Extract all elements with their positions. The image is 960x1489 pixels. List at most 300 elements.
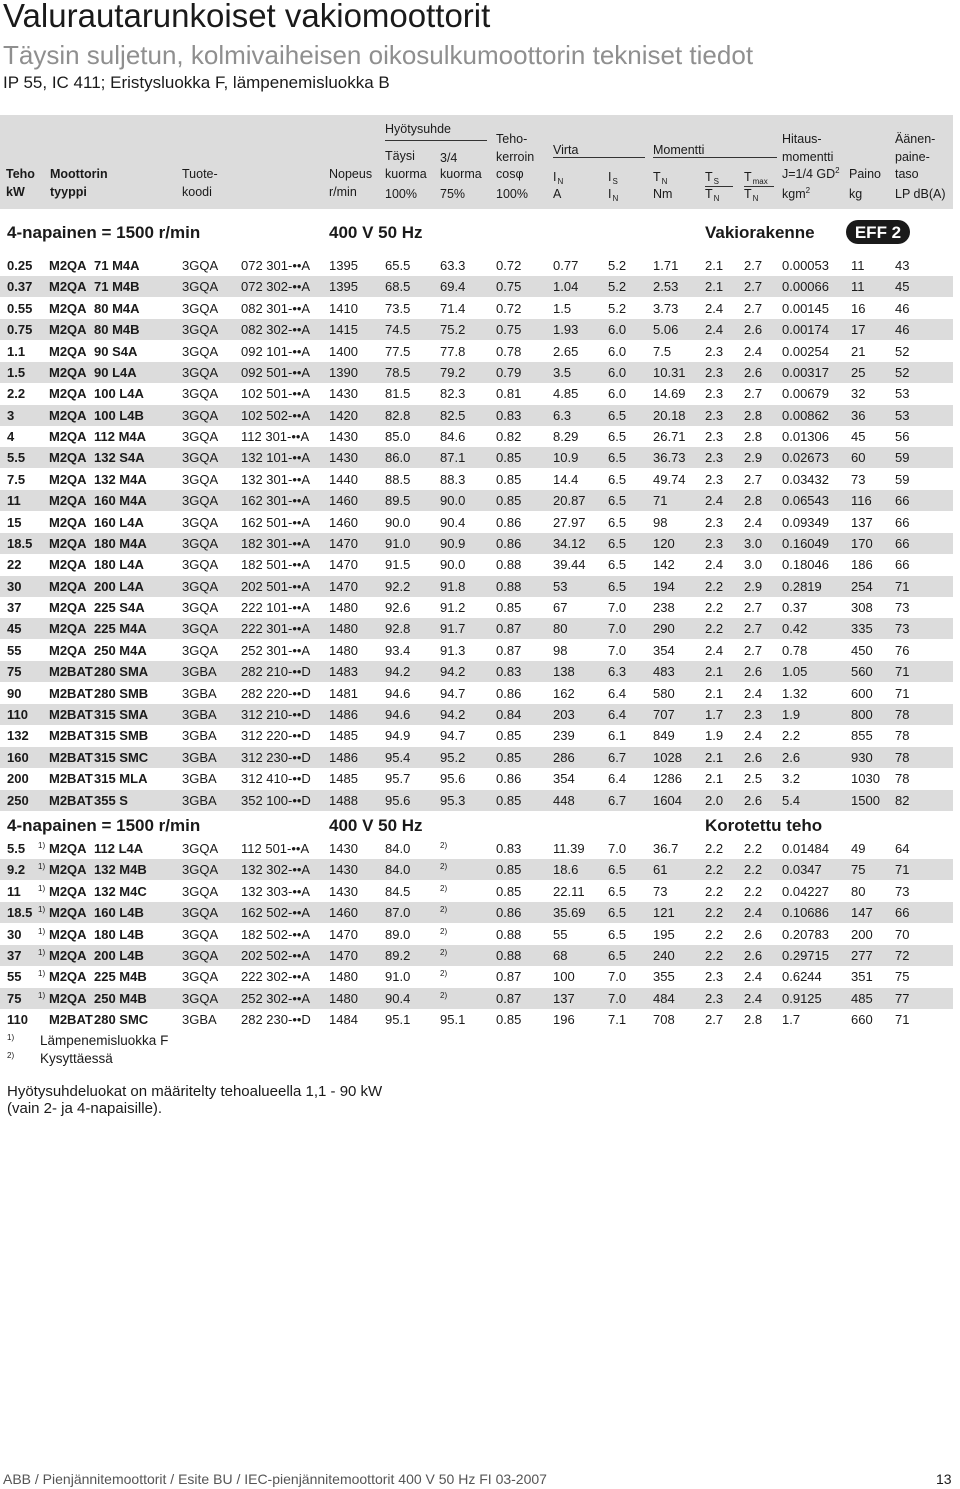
cell-product-code: 162 502-••A bbox=[241, 905, 311, 921]
cell-type: 200 L4A bbox=[94, 578, 144, 594]
cell-eff-75: 91.3 bbox=[440, 642, 466, 658]
cell-eff-100: 89.2 bbox=[385, 947, 411, 963]
cell-teho: 0.75 bbox=[7, 322, 33, 338]
cell-tn: 240 bbox=[653, 947, 675, 963]
cell-tn: 483 bbox=[653, 664, 675, 680]
cell-weight: 660 bbox=[851, 1012, 873, 1028]
section-design: Vakiorakenne bbox=[705, 223, 815, 242]
cell-eff-100: 90.0 bbox=[385, 514, 411, 530]
header-100b: 100% bbox=[496, 187, 528, 201]
cell-speed: 1483 bbox=[329, 664, 358, 680]
cell-teho: 1.5 bbox=[7, 364, 26, 380]
cell-eff-100: 94.6 bbox=[385, 706, 411, 722]
cell-sound: 59 bbox=[895, 450, 910, 466]
cell-type: 200 L4B bbox=[94, 947, 144, 963]
footnote-mark: 2) bbox=[440, 862, 448, 872]
cell-cosphi: 0.86 bbox=[496, 514, 522, 530]
cell-tn: 355 bbox=[653, 969, 675, 985]
cell-eff-75: 91.7 bbox=[440, 621, 466, 637]
cell-cosphi: 0.85 bbox=[496, 450, 522, 466]
cell-teho: 75 bbox=[7, 664, 22, 680]
cell-ts-tn: 2.3 bbox=[705, 514, 724, 530]
header-kg: kg bbox=[849, 187, 863, 201]
cell-tmax-tn: 2.6 bbox=[744, 749, 763, 765]
cell-inertia: 0.29715 bbox=[782, 947, 829, 963]
cell-product-code: 102 501-••A bbox=[241, 386, 311, 402]
cell-weight: 116 bbox=[851, 493, 872, 509]
cell-product-family: 3GBA bbox=[182, 771, 217, 787]
cell-eff-100: 86.0 bbox=[385, 450, 411, 466]
cell-sound: 66 bbox=[895, 514, 910, 530]
cell-type: 132 M4C bbox=[94, 883, 147, 899]
cell-cosphi: 0.88 bbox=[496, 557, 522, 573]
cell-sound: 73 bbox=[895, 621, 910, 637]
header-100: 100% bbox=[385, 187, 417, 201]
cell-weight: 11 bbox=[851, 258, 865, 273]
cell-weight: 1030 bbox=[851, 771, 880, 787]
cell-sound: 77 bbox=[895, 990, 910, 1006]
header-kgm: kgm$^2$ bbox=[782, 186, 811, 201]
cell-in: 1.04 bbox=[553, 279, 579, 295]
cell-in: 196 bbox=[553, 1012, 575, 1028]
cell-product-family: 3GQA bbox=[182, 407, 219, 423]
header-moottorin: Moottorin bbox=[50, 167, 108, 181]
cell-type: 315 SMB bbox=[94, 728, 149, 744]
header-a: A bbox=[553, 187, 562, 201]
cell-cosphi: 0.81 bbox=[496, 386, 522, 402]
cell-tn: 290 bbox=[653, 621, 675, 637]
cell-series: M2BAT bbox=[49, 792, 93, 808]
cell-in: 10.9 bbox=[553, 450, 579, 466]
cell-is-in: 6.0 bbox=[608, 386, 627, 402]
cell-teho: 250 bbox=[7, 792, 29, 808]
cell-cosphi: 0.87 bbox=[496, 990, 522, 1006]
cell-product-code: 132 302-••A bbox=[241, 862, 311, 878]
cell-product-code: 312 410-••D bbox=[241, 771, 311, 787]
cell-product-family: 3GQA bbox=[182, 471, 219, 487]
cell-teho: 75 bbox=[7, 990, 22, 1006]
cell-teho: 160 bbox=[7, 749, 29, 765]
cell-cosphi: 0.83 bbox=[496, 841, 522, 856]
cell-sound: 78 bbox=[895, 771, 910, 787]
cell-product-family: 3GQA bbox=[182, 557, 219, 573]
header-virta: Virta bbox=[553, 143, 579, 157]
cell-series: M2QA bbox=[49, 364, 87, 380]
header-koodi: koodi bbox=[182, 185, 212, 199]
cell-sound: 53 bbox=[895, 407, 910, 423]
cell-product-family: 3GBA bbox=[182, 1012, 217, 1028]
cell-speed: 1460 bbox=[329, 493, 358, 509]
cell-weight: 45 bbox=[851, 429, 866, 445]
cell-tmax-tn: 2.4 bbox=[744, 969, 763, 985]
cell-is-in: 5.2 bbox=[608, 258, 627, 273]
cell-product-code: 092 101-••A bbox=[241, 343, 311, 359]
cell-speed: 1488 bbox=[329, 792, 358, 808]
cell-inertia: 0.00066 bbox=[782, 279, 829, 295]
header-is-den: $I_N$ bbox=[608, 187, 619, 203]
cell-teho: 18.5 bbox=[7, 905, 33, 921]
cell-in: 55 bbox=[553, 926, 568, 942]
cell-product-code: 182 502-••A bbox=[241, 926, 311, 942]
cell-in: 100 bbox=[553, 969, 575, 985]
table-row bbox=[0, 945, 953, 966]
table-row bbox=[0, 661, 953, 682]
cell-eff-75: 71.4 bbox=[440, 300, 466, 316]
cell-is-in: 6.1 bbox=[608, 728, 627, 744]
cell-product-family: 3GQA bbox=[182, 947, 219, 963]
cell-tmax-tn: 2.6 bbox=[744, 322, 763, 338]
cell-product-code: 102 502-••A bbox=[241, 407, 311, 423]
cell-weight: 800 bbox=[851, 706, 873, 722]
cell-eff-100: 95.1 bbox=[385, 1012, 411, 1028]
cell-eff-75: 63.3 bbox=[440, 258, 466, 273]
cell-teho: 11 bbox=[7, 883, 21, 899]
cell-ts-tn: 2.4 bbox=[705, 642, 724, 658]
cell-series: M2QA bbox=[49, 621, 87, 637]
cell-cosphi: 0.85 bbox=[496, 728, 522, 744]
cell-type: 100 L4A bbox=[94, 386, 144, 402]
cell-ts-tn: 2.2 bbox=[705, 862, 724, 878]
cell-type: 225 S4A bbox=[94, 600, 145, 616]
cell-series: M2BAT bbox=[49, 685, 93, 701]
cell-speed: 1440 bbox=[329, 471, 358, 487]
cell-teho: 22 bbox=[7, 557, 22, 573]
cell-weight: 32 bbox=[851, 386, 866, 402]
table-row bbox=[0, 683, 953, 704]
footnote-mark: 1) bbox=[38, 841, 46, 850]
cell-sound: 73 bbox=[895, 600, 910, 616]
cell-tmax-tn: 2.4 bbox=[744, 685, 763, 701]
cell-tmax-tn: 2.8 bbox=[744, 407, 763, 423]
cell-eff-100: 89.5 bbox=[385, 493, 411, 509]
cell-eff-100: 85.0 bbox=[385, 429, 411, 445]
cell-product-family: 3GQA bbox=[182, 493, 219, 509]
cell-eff-75: 94.2 bbox=[440, 664, 466, 680]
cell-tmax-tn: 2.7 bbox=[744, 642, 763, 658]
cell-sound: 70 bbox=[895, 926, 910, 942]
cell-eff-100: 65.5 bbox=[385, 258, 411, 273]
cell-speed: 1470 bbox=[329, 557, 358, 573]
header-3-4: 3/4 bbox=[440, 151, 458, 165]
cell-tn: 3.73 bbox=[653, 300, 679, 316]
header-tmax-den: $T_N$ bbox=[744, 187, 759, 203]
cell-ts-tn: 2.2 bbox=[705, 926, 724, 942]
cell-inertia: 1.7 bbox=[782, 1012, 801, 1028]
cell-is-in: 7.0 bbox=[608, 642, 627, 658]
protection-class-line: IP 55, IC 411; Eristysluokka F, lämpenemisluokka B bbox=[3, 73, 390, 92]
cell-cosphi: 0.88 bbox=[496, 578, 522, 594]
cell-ts-tn: 2.4 bbox=[705, 322, 724, 338]
cell-ts-tn: 2.3 bbox=[705, 386, 724, 402]
cell-series: M2QA bbox=[49, 969, 87, 985]
cell-teho: 1.1 bbox=[7, 343, 26, 359]
cell-teho: 7.5 bbox=[7, 471, 26, 487]
cell-inertia: 0.02673 bbox=[782, 450, 829, 466]
cell-speed: 1480 bbox=[329, 621, 358, 637]
table-row bbox=[0, 747, 953, 768]
cell-series: M2QA bbox=[49, 322, 87, 338]
header-taysi: Täysi bbox=[385, 149, 415, 163]
cell-ts-tn: 2.4 bbox=[705, 557, 724, 573]
cell-in: 354 bbox=[553, 771, 575, 787]
cell-ts-tn: 2.1 bbox=[705, 771, 724, 787]
cell-sound: 71 bbox=[895, 664, 910, 680]
cell-eff-100: 77.5 bbox=[385, 343, 411, 359]
cell-product-family: 3GBA bbox=[182, 728, 217, 744]
cell-speed: 1480 bbox=[329, 642, 358, 658]
cell-ts-tn: 2.3 bbox=[705, 990, 724, 1006]
cell-cosphi: 0.85 bbox=[496, 600, 522, 616]
cell-series: M2QA bbox=[49, 557, 87, 573]
cell-tmax-tn: 2.2 bbox=[744, 841, 763, 856]
cell-product-family: 3GBA bbox=[182, 685, 217, 701]
cell-product-family: 3GQA bbox=[182, 642, 219, 658]
cell-inertia: 0.9125 bbox=[782, 990, 822, 1006]
cell-cosphi: 0.87 bbox=[496, 642, 522, 658]
table-row bbox=[0, 597, 953, 618]
cell-ts-tn: 2.0 bbox=[705, 792, 724, 808]
cell-eff-75: 90.9 bbox=[440, 535, 466, 551]
cell-eff-75: 95.2 bbox=[440, 749, 466, 765]
table-row bbox=[0, 447, 953, 468]
footnote-mark: 1) bbox=[38, 969, 46, 979]
header-nm: Nm bbox=[653, 187, 673, 201]
cell-is-in: 6.0 bbox=[608, 343, 627, 359]
cell-type: 280 SMB bbox=[94, 685, 149, 701]
momentti-rule bbox=[653, 157, 777, 158]
cell-weight: 200 bbox=[851, 926, 873, 942]
cell-is-in: 5.2 bbox=[608, 300, 627, 316]
cell-tn: 26.71 bbox=[653, 429, 686, 445]
cell-sound: 78 bbox=[895, 749, 910, 765]
cell-eff-75: 87.1 bbox=[440, 450, 466, 466]
table-row bbox=[0, 988, 953, 1009]
cell-product-code: 082 302-••A bbox=[241, 322, 311, 338]
cell-tn: 707 bbox=[653, 706, 675, 722]
cell-is-in: 6.4 bbox=[608, 771, 627, 787]
cell-tn: 484 bbox=[653, 990, 675, 1006]
header-kw: kW bbox=[6, 185, 25, 199]
cell-is-in: 7.1 bbox=[608, 1012, 627, 1028]
cell-tmax-tn: 2.6 bbox=[744, 947, 763, 963]
cell-tmax-tn: 2.2 bbox=[744, 862, 763, 878]
cell-cosphi: 0.85 bbox=[496, 1012, 522, 1028]
header-paine: paine- bbox=[895, 150, 930, 164]
cell-sound: 56 bbox=[895, 429, 910, 445]
cell-type: 315 SMC bbox=[94, 749, 149, 765]
cell-weight: 335 bbox=[851, 621, 873, 637]
cell-tmax-tn: 2.6 bbox=[744, 926, 763, 942]
cell-tmax-tn: 2.7 bbox=[744, 258, 763, 273]
cell-teho: 30 bbox=[7, 926, 22, 942]
cell-tn: 1604 bbox=[653, 792, 682, 808]
cell-speed: 1480 bbox=[329, 600, 358, 616]
cell-speed: 1485 bbox=[329, 728, 358, 744]
cell-ts-tn: 2.1 bbox=[705, 664, 724, 680]
table-row bbox=[0, 405, 953, 426]
table-row bbox=[0, 469, 953, 490]
cell-speed: 1480 bbox=[329, 969, 358, 985]
cell-eff-100: 88.5 bbox=[385, 471, 411, 487]
cell-series: M2QA bbox=[49, 493, 87, 509]
cell-teho: 9.2 bbox=[7, 862, 26, 878]
cell-is-in: 6.5 bbox=[608, 883, 627, 899]
footnote-mark: 1) bbox=[38, 947, 46, 957]
table-row bbox=[0, 298, 953, 319]
cell-eff-75: 94.7 bbox=[440, 728, 466, 744]
cell-teho: 37 bbox=[7, 600, 22, 616]
cell-eff-100: 95.7 bbox=[385, 771, 411, 787]
cell-teho: 5.5 bbox=[7, 450, 26, 466]
cell-tmax-tn: 2.7 bbox=[744, 300, 763, 316]
page-subtitle: Täysin suljetun, kolmivaiheisen oikosulkumoottorin tekniset tiedot bbox=[3, 40, 754, 70]
cell-eff-75: 94.7 bbox=[440, 685, 466, 701]
cell-teho: 11 bbox=[7, 493, 21, 509]
cell-eff-75: 91.2 bbox=[440, 600, 466, 616]
page-number: 13 bbox=[936, 1471, 952, 1487]
cell-product-code: 182 301-••A bbox=[241, 535, 311, 551]
cell-teho: 200 bbox=[7, 771, 29, 787]
cell-type: 180 M4A bbox=[94, 535, 147, 551]
cell-in: 68 bbox=[553, 947, 568, 963]
header-hitaus: Hitaus- bbox=[782, 132, 822, 146]
cell-series: M2BAT bbox=[49, 728, 93, 744]
cell-product-code: 182 501-••A bbox=[241, 557, 311, 573]
cell-teho: 45 bbox=[7, 621, 22, 637]
table-row bbox=[0, 924, 953, 945]
efficiency-note-line-2: (vain 2- ja 4-napaisille). bbox=[7, 1100, 163, 1117]
cell-is-in: 6.5 bbox=[608, 429, 627, 445]
cell-ts-tn: 2.2 bbox=[705, 883, 724, 899]
cell-tmax-tn: 2.4 bbox=[744, 990, 763, 1006]
section-voltage: 400 V 50 Hz bbox=[329, 223, 423, 242]
cell-tn: 49.74 bbox=[653, 471, 686, 487]
cell-tmax-tn: 2.9 bbox=[744, 450, 763, 466]
cell-speed: 1486 bbox=[329, 749, 358, 765]
cell-speed: 1484 bbox=[329, 1012, 358, 1028]
cell-is-in: 6.5 bbox=[608, 471, 627, 487]
cell-sound: 72 bbox=[895, 947, 910, 963]
cell-product-code: 112 301-••A bbox=[241, 429, 310, 445]
cell-product-family: 3GBA bbox=[182, 749, 217, 765]
cell-teho: 0.25 bbox=[7, 258, 33, 273]
cell-inertia: 5.4 bbox=[782, 792, 801, 808]
cell-series: M2QA bbox=[49, 429, 87, 445]
cell-product-code: 072 301-••A bbox=[241, 258, 311, 273]
header-aanen: Äänen- bbox=[895, 132, 936, 146]
cell-tmax-tn: 2.8 bbox=[744, 493, 763, 509]
cell-weight: 485 bbox=[851, 990, 873, 1006]
table-row bbox=[0, 490, 953, 511]
cell-is-in: 6.4 bbox=[608, 685, 627, 701]
cell-product-family: 3GQA bbox=[182, 343, 219, 359]
cell-speed: 1430 bbox=[329, 450, 358, 466]
cell-series: M2QA bbox=[49, 279, 87, 295]
cell-weight: 1500 bbox=[851, 792, 880, 808]
cell-type: 280 SMC bbox=[94, 1012, 149, 1028]
cell-in: 286 bbox=[553, 749, 575, 765]
cell-eff-100: 78.5 bbox=[385, 364, 411, 380]
virta-rule bbox=[553, 157, 645, 158]
cell-is-in: 6.0 bbox=[608, 364, 627, 380]
cell-type: 160 M4A bbox=[94, 493, 147, 509]
header-cosphi: cosφ bbox=[496, 167, 524, 181]
cell-cosphi: 0.72 bbox=[496, 300, 522, 316]
cell-series: M2QA bbox=[49, 535, 87, 551]
cell-in: 11.39 bbox=[553, 841, 585, 856]
cell-in: 80 bbox=[553, 621, 568, 637]
cell-sound: 66 bbox=[895, 493, 910, 509]
cell-in: 3.5 bbox=[553, 364, 572, 380]
cell-cosphi: 0.85 bbox=[496, 792, 522, 808]
cell-eff-75: 95.3 bbox=[440, 792, 466, 808]
cell-product-family: 3GQA bbox=[182, 841, 219, 856]
cell-product-code: 082 301-••A bbox=[241, 300, 311, 316]
cell-tn: 20.18 bbox=[653, 407, 686, 423]
cell-product-code: 132 303-••A bbox=[241, 883, 311, 899]
cell-tmax-tn: 2.7 bbox=[744, 279, 763, 295]
cell-inertia: 1.9 bbox=[782, 706, 801, 722]
cell-tn: 238 bbox=[653, 600, 675, 616]
cell-series: M2QA bbox=[49, 642, 87, 658]
cell-product-code: 312 220-••D bbox=[241, 728, 311, 744]
cell-product-family: 3GQA bbox=[182, 883, 219, 899]
cell-tn: 73 bbox=[653, 883, 668, 899]
cell-eff-100: 84.0 bbox=[385, 841, 411, 856]
section-header-standard bbox=[0, 218, 953, 246]
table-row bbox=[0, 704, 953, 725]
cell-tn: 195 bbox=[653, 926, 675, 942]
cell-speed: 1400 bbox=[329, 343, 358, 359]
cell-eff-100: 84.0 bbox=[385, 862, 411, 878]
cell-cosphi: 0.83 bbox=[496, 407, 522, 423]
cell-weight: 186 bbox=[851, 557, 873, 573]
cell-is-in: 6.0 bbox=[608, 322, 627, 338]
cell-speed: 1470 bbox=[329, 926, 358, 942]
cell-series: M2BAT bbox=[49, 771, 93, 787]
header-taso: taso bbox=[895, 167, 919, 181]
cell-sound: 64 bbox=[895, 841, 910, 856]
cell-tn: 36.7 bbox=[653, 841, 679, 856]
header-teho: Teho bbox=[6, 167, 35, 181]
cell-is-in: 5.2 bbox=[608, 279, 627, 295]
cell-product-code: 222 302-••A bbox=[241, 969, 311, 985]
section-voltage-2: 400 V 50 Hz bbox=[329, 816, 423, 835]
footnote-mark: 2) bbox=[440, 947, 448, 957]
table-row bbox=[0, 640, 953, 661]
cell-series: M2QA bbox=[49, 947, 87, 963]
cell-product-family: 3GQA bbox=[182, 514, 219, 530]
cell-speed: 1430 bbox=[329, 841, 358, 856]
cell-cosphi: 0.85 bbox=[496, 749, 522, 765]
cell-inertia: 0.00317 bbox=[782, 364, 829, 380]
header-tn: $T_N$ bbox=[653, 170, 668, 186]
cell-weight: 254 bbox=[851, 578, 873, 594]
cell-weight: 11 bbox=[851, 279, 865, 295]
cell-inertia: 2.2 bbox=[782, 728, 801, 744]
cell-inertia: 0.09349 bbox=[782, 514, 829, 530]
cell-tn: 194 bbox=[653, 578, 675, 594]
cell-weight: 930 bbox=[851, 749, 873, 765]
cell-product-code: 282 230-••D bbox=[241, 1012, 311, 1028]
footnote-mark: 2) bbox=[440, 926, 448, 936]
cell-eff-100: 93.4 bbox=[385, 642, 411, 658]
header-momentti: Momentti bbox=[653, 143, 705, 157]
footnote-mark: 2) bbox=[440, 841, 448, 850]
cell-cosphi: 0.85 bbox=[496, 493, 522, 509]
cell-tn: 2.53 bbox=[653, 279, 679, 295]
cell-tmax-tn: 2.7 bbox=[744, 600, 763, 616]
